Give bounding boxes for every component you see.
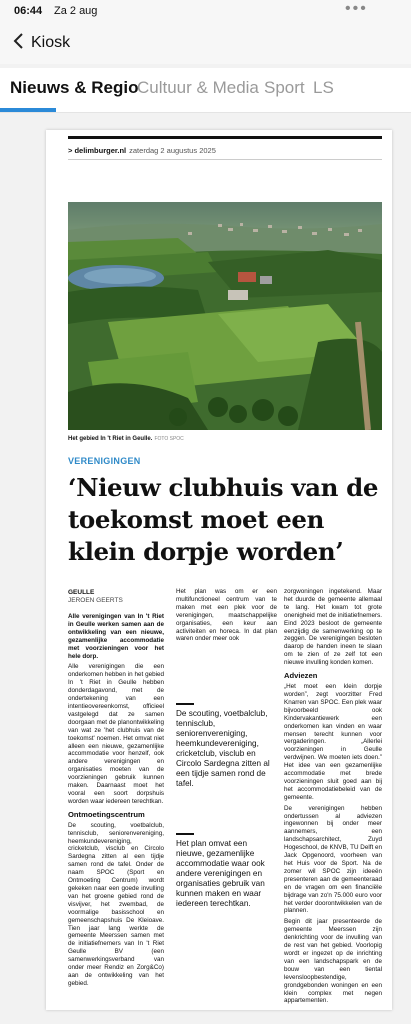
status-bar xyxy=(0,0,411,24)
pull-quote-2: Het plan omvat een nieuwe, gezamenlijke accommodatie waar ook andere verenigingen en organisaties gebruik van kunnen maken en waar iedereen terechtkan. xyxy=(176,839,265,909)
byline-author: JEROEN GEERTS xyxy=(68,597,123,604)
back-button[interactable]: Kiosk xyxy=(31,34,71,51)
newspaper-page[interactable] xyxy=(46,130,392,1010)
section-tabs xyxy=(0,68,411,113)
nav-bar xyxy=(0,24,411,64)
byline xyxy=(68,589,123,605)
subheading-ontmoetingscentrum: Ontmoetingscentrum xyxy=(68,809,145,819)
active-tab-indicator xyxy=(0,108,56,112)
photo-caption xyxy=(68,436,184,442)
article-paragraph: Begin dit jaar presenteerde de gemeente Meerssen zijn denkrichting voor de invulling van de rest van het gebied. Voorlopig wordt er ingezet op de inrichting van een landschapspark en de bouw van een tiental levensloopbestendige, grondgebonden woningen en een klein complex met negen appartementen. xyxy=(284,918,382,1005)
article-kicker: VERENIGINGEN xyxy=(68,456,141,466)
masthead xyxy=(68,146,216,155)
quote-rule xyxy=(176,833,194,835)
tab-nieuws-regio[interactable]: Nieuws & Regio xyxy=(10,78,139,97)
publication-date: zaterdag 2 augustus 2025 xyxy=(129,146,216,155)
tab-cultuur-media[interactable]: Cultuur & Media xyxy=(137,78,259,97)
article-column-1 xyxy=(68,613,164,991)
chevron-left-icon[interactable] xyxy=(12,32,24,55)
article-paragraph: zorgwoningen ingetekend. Maar het duurde de gemeente allemaal te lang. Het kwam tot grote onenigheid met de initiatiefnemers. Eind 2023 besloot de gemeente eenzijdig de samenwerking op te zeggen. De verenigingen besloten daarop de handen ineen te slaan om te zien of ze zelf tot een nieuwe invulling konden komen. xyxy=(284,588,382,667)
subheading-adviezen: Adviezen xyxy=(284,671,318,681)
article-column-3 xyxy=(284,588,382,1008)
tab-ls[interactable]: LS xyxy=(313,78,334,97)
article-lead: Alle verenigingen van In 't Riet in Geulle werken samen aan de ontwikkeling van een nieuwe, gezamenlijke accommodatie met voorzieningen voor het hele dorp. xyxy=(68,613,164,660)
quote-rule xyxy=(176,703,194,705)
photo-credit: FOTO SPOC xyxy=(154,436,184,442)
masthead-rule xyxy=(68,136,382,139)
tab-sport[interactable]: Sport xyxy=(264,78,305,97)
article-photo xyxy=(68,202,382,430)
article-column-2 xyxy=(176,588,277,912)
article-headline: ‘Nieuw clubhuis van de toekomst moet een klein dorpje worden’ xyxy=(68,473,379,566)
article-paragraph: De verenigingen hebben ondertussen al adviezen ingewonnen bij onder meer aannemers, een landschapsarchitect, Zuyd Hogeschool, de KNVB, TU Delft en Jack Opgenoord, voorheen van het Huis voor de Sport. Na de zomer wil SPOC zijn ideeën presenteren aan de gemeenteraad en de vragen om een financiële bijdrage van zo'n 75.000 euro voor het verder doorontwikkelen van de plannen. xyxy=(284,804,382,915)
more-dots-icon[interactable]: ••• xyxy=(345,0,368,17)
site-name: > delimburger.nl xyxy=(68,146,127,155)
pull-quote-1: De scouting, voetbalclub, tennisclub, seniorenvereniging, heemkundevereniging, cricketclub, visclub en Circolo Sardegna zitten al een tijdje samen rond de tafel. xyxy=(176,709,270,789)
caption-text: Het gebied In 't Riet in Geulle. xyxy=(68,436,153,442)
masthead-divider xyxy=(68,159,382,160)
status-date: Za 2 aug xyxy=(54,5,98,17)
byline-place: GEULLE xyxy=(68,589,95,596)
article-paragraph: Alle verenigingen die een onderkomen hebben in het gebied In 't Riet in Geulle hebben donderdagavond, met de ondertekening van een intentieovereenkomst, officieel vastgelegd dat ze samen doorgaan met de planontwikkeling van wat ze 'het clubhuis van de toekomst' noemen. Het omvat niet alleen een nieuwe, gezamenlijke accommodatie voor henzelf, ook andere verenigingen en organisaties moeten van de voorzieningen gebruik kunnen maken. Daarnaast moet het vooral een soort dorpshuis worden waar iedereen terechtkan. xyxy=(68,663,164,805)
article-paragraph: De scouting, voetbalclub, tennisclub, seniorenvereniging, heemkundevereniging, cricketclub, visclub en Circolo Sardegna zitten al een tijdje samen rond de tafel. Onder de naam SPOC (Sport en Ontmoeting Centrum) wordt gekeken naar een goede invulling van het groene gebied rond de visvijver, het zwembad, de voormalige basisschool en gemeenschapshuis De Kleioave. Tien jaar lang werkte de gemeente Meerssen samen met de initiatiefnemers van In 't Riet Geulle BV (een samenwerkingsverband van onder meer Rendiz en Zorg&Co) aan de ontwikkeling van het gebied. xyxy=(68,821,164,987)
article-paragraph: „Het moet een klein dorpje worden”, zegt voorzitter Fred Knarren van SPOC. Een plek waar bijvoorbeeld ook Kindervakantiewerk een onderkomen kan vinden en waar mensen terecht kunnen voor vergaderingen. „Allerlei voorzieningen in Geulle verdwijnen. We moeten iets doen.” Het idee van een gezamenlijke accommodatie met brede voorzieningen sluit goed aan bij het accommodatiebeleid van de gemeente. xyxy=(284,683,382,801)
article-paragraph: Het plan was om er een multifunctioneel centrum van te maken met een plek voor de verenigingen, maatschappelijke organisaties, een keur aan activiteiten en horeca. In dat plan waren onder meer ook xyxy=(176,588,277,643)
status-time: 06:44 xyxy=(14,5,43,17)
